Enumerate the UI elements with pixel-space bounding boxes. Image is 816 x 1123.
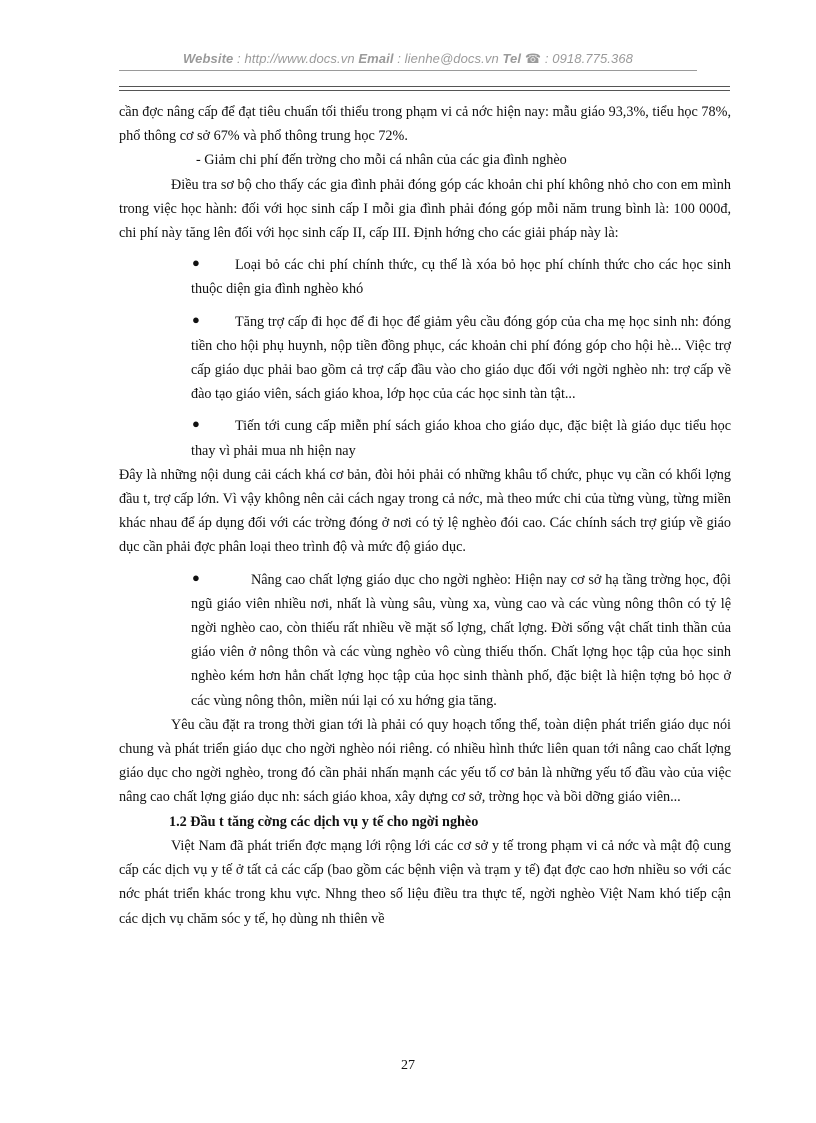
section-heading: 1.2 Đầu t tăng cờng các dịch vụ y tế cho ngời nghèo <box>169 813 479 830</box>
bullet-text: Tăng trợ cấp đi học để đi học để giảm yêu cầu đóng góp của cha mẹ học sinh nh: đóng tiền cho hội phụ huynh, nộp tiền đồng phục, các khoản chi phí đóng góp cho hội hè... Việc trợ cấp giáo dục phải bao gồm cả trợ cấp đầu vào cho giáo dục đối với ngời nghèo nh: trợ cấp về đào tạo giáo viên, sách giáo khoa, lớp học của các học sinh tàn tật... <box>191 313 731 403</box>
paragraph-1: cần đợc nâng cấp để đạt tiêu chuẩn tối thiểu trong phạm vi cả nớc hiện nay: mẫu giáo 93,3%, tiểu học 78%, phổ thông cơ sở 67% và phổ thông trung học 72%. <box>119 104 731 145</box>
paragraph-3: Đây là những nội dung cải cách khá cơ bản, đòi hỏi phải có những khâu tổ chức, phục vụ cần có khối lợng đầu t, trợ cấp lớn. Vì vậy không nên cải cách ngay trong cả nớc, mà theo mức chi của từng vùng, từng miền khác nhau để áp dụng đối với các trờng đóng ở nơi có tỷ lệ nghèo đói cao. Các chính sách trợ giúp về giáo dục cần phải đợc phân loại theo trình độ và mức độ giáo dục. <box>119 466 731 556</box>
email-value: : lienhe@docs.vn <box>393 51 503 66</box>
tel-label: Tel <box>502 51 522 66</box>
bullet-text: Nâng cao chất lợng giáo dục cho ngời nghèo: Hiện nay cơ sở hạ tầng trờng học, đội ngũ giáo viên nhiều nơi, nhất là vùng sâu, vùng xa, vùng cao và các vùng nông thôn có tỷ lệ ngời nghèo cao, còn thiếu rất nhiều về mặt số lợng, chất lợng. Đời sống vật chất tinh thần của giáo viên ở nông thôn và các vùng nghèo vô cùng thiếu thốn. Chất lợng học tập của học sinh nghèo kém hơn hẳn chất lợng học tập của học sinh thành phố, đặc biệt là hiện tợng bỏ học ở các vùng nông thôn, miền núi lại có xu hớng gia tăng. <box>191 571 731 709</box>
dash-list-item: - Giảm chi phí đến trờng cho mỗi cá nhân của các gia đình nghèo <box>196 152 567 169</box>
bullet-text: Loại bỏ các chi phí chính thức, cụ thể là xóa bỏ học phí chính thức cho các học sinh thuộc diện gia đình nghèo khó <box>191 257 731 298</box>
bullet-icon: ● <box>192 569 200 585</box>
bullet-item-3 <box>119 414 731 462</box>
document-body <box>119 100 731 931</box>
bullet-text: Tiến tới cung cấp miễn phí sách giáo khoa cho giáo dục, đặc biệt là giáo dục tiểu học thay vì phải mua nh hiện nay <box>191 418 731 459</box>
paragraph-2: Điều tra sơ bộ cho thấy các gia đình phải đóng góp các khoản chi phí không nhỏ cho con em mình trong việc học hành: đối với học sinh cấp I mỗi gia đình phải đóng góp mỗi năm trung bình là: 100 000đ, chi phí này tăng lên đối với học sinh cấp II, cấp III. Định hớng cho các giải pháp này là: <box>119 176 731 242</box>
header-double-rule-bottom <box>119 90 730 91</box>
bullet-item-4 <box>119 568 731 713</box>
header-double-rule-top <box>119 86 730 87</box>
header-divider <box>119 70 697 71</box>
email-label: Email <box>358 51 394 66</box>
paragraph-5: Việt Nam đã phát triển đợc mạng lới rộng lới các cơ sở y tế trong phạm vi cả nớc và mật độ cung cấp các dịch vụ y tế ở tất cả các cấp (bao gồm các bệnh viện và trạm y tế) đạt đợc cao hơn nhiều so với các nớc phát triển khác trong khu vực. Nhng theo số liệu điều tra thực tế, ngời nghèo Việt Nam khó tiếp cận các dịch vụ chăm sóc y tế, họ dùng nh thiên về <box>119 837 731 927</box>
bullet-icon: ● <box>192 416 200 432</box>
tel-value: : 0918.775.368 <box>541 51 633 66</box>
bullet-item-2 <box>119 310 731 407</box>
paragraph-4: Yêu cầu đặt ra trong thời gian tới là phải có quy hoạch tổng thể, toàn diện phát triển giáo dục nói chung và phát triển giáo dục cho ngời nghèo nói riêng. có nhiều hình thức liên quan tới nâng cao chất lợng giáo dục cho ngời nghèo, trong đó cần phải nhấn mạnh các yếu tố cơ bản là những yếu tố đầu vào của việc nâng cao chất lợng giáo dục nh: sách giáo khoa, xây dựng cơ sở, trờng học và bồi dỡng giáo viên... <box>119 716 731 806</box>
bullet-icon: ● <box>192 255 200 271</box>
page-number: 27 <box>401 1058 415 1073</box>
phone-icon: ☎ <box>524 51 542 66</box>
bullet-icon: ● <box>192 311 200 327</box>
page-header <box>0 51 816 67</box>
website-label: Website <box>183 51 234 66</box>
bullet-item-1 <box>119 253 731 301</box>
website-value: : http://www.docs.vn <box>233 51 359 66</box>
